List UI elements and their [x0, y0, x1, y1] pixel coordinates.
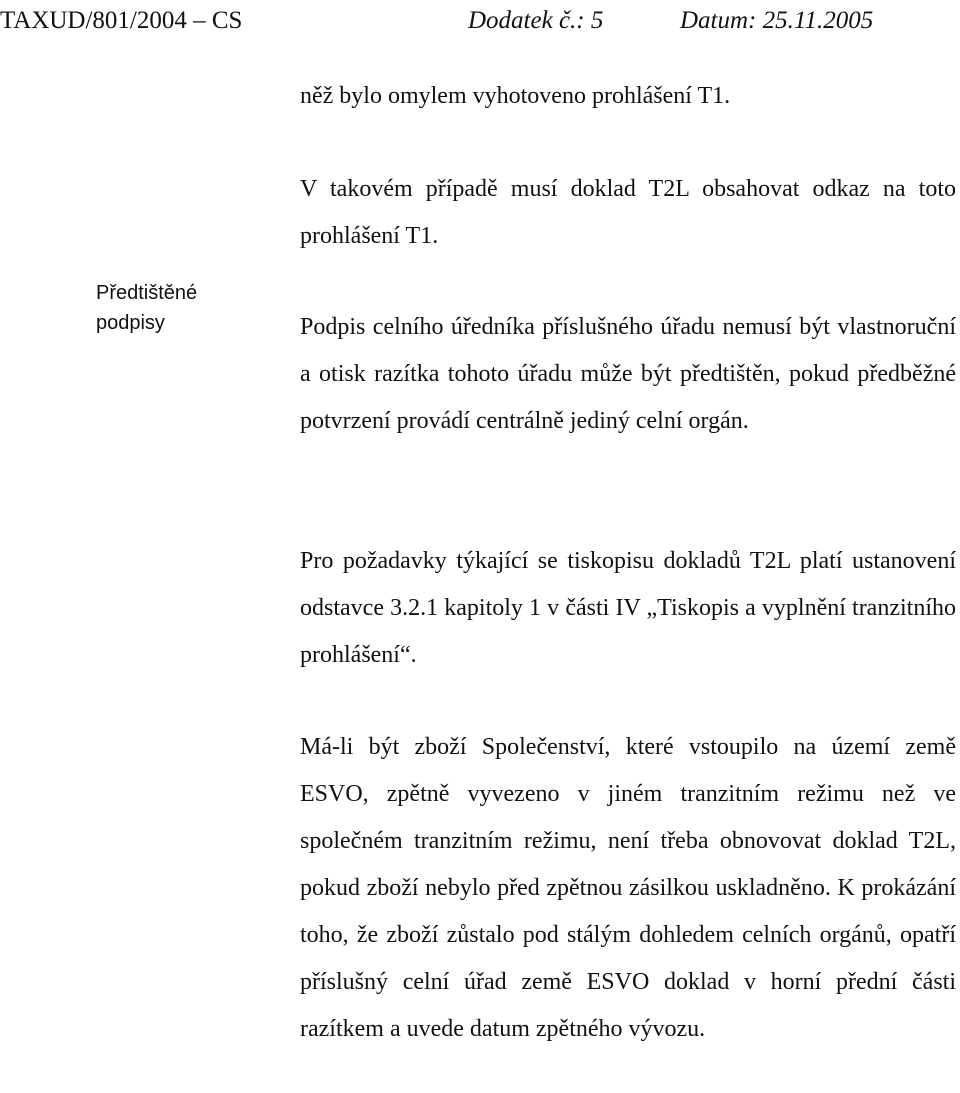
paragraph-form-requirements: Pro požadavky týkající se tiskopisu dokladů T2L platí ustanovení odstavce 3.2.1 kapitoly 1 v části IV „Tiskopis a vyplnění tranzitního prohlášení“.	[300, 548, 956, 668]
document-id: TAXUD/801/2004 – CS	[0, 7, 243, 34]
margin-heading-line2: podpisy	[96, 312, 165, 334]
paragraph-1: něž bylo omylem vyhotoveno prohlášení T1.	[300, 83, 731, 109]
addendum-number: Dodatek č.: 5	[468, 7, 604, 34]
margin-heading-line1: Předtištěné	[96, 282, 198, 304]
paragraph-2: V takovém případě musí doklad T2L obsahovat odkaz na toto prohlášení T1.	[300, 176, 956, 249]
document-date: Datum: 25.11.2005	[680, 7, 874, 34]
paragraph-signatures: Podpis celního úředníka příslušného úřadu nemusí být vlastnoruční a otisk razítka tohoto úřadu může být předtištěn, pokud předběžné potvrzení provádí centrálně jediný celní orgán.	[300, 314, 956, 434]
page-header	[0, 4, 960, 38]
margin-heading	[96, 278, 276, 338]
paragraph-efta-reexport: Má-li být zboží Společenství, které vstoupilo na území země ESVO, zpětně vyvezeno v jiném tranzitním režimu než ve společném tranzitním režimu, není třeba obnovovat doklad T2L, pokud zboží nebylo před zpětnou zásilkou uskladněno. K prokázání toho, že zboží zůstalo pod stálým dohledem celních orgánů, opatří příslušný celní úřad země ESVO doklad v horní přední části razítkem a uvede datum zpětného vývozu.	[300, 734, 956, 1042]
